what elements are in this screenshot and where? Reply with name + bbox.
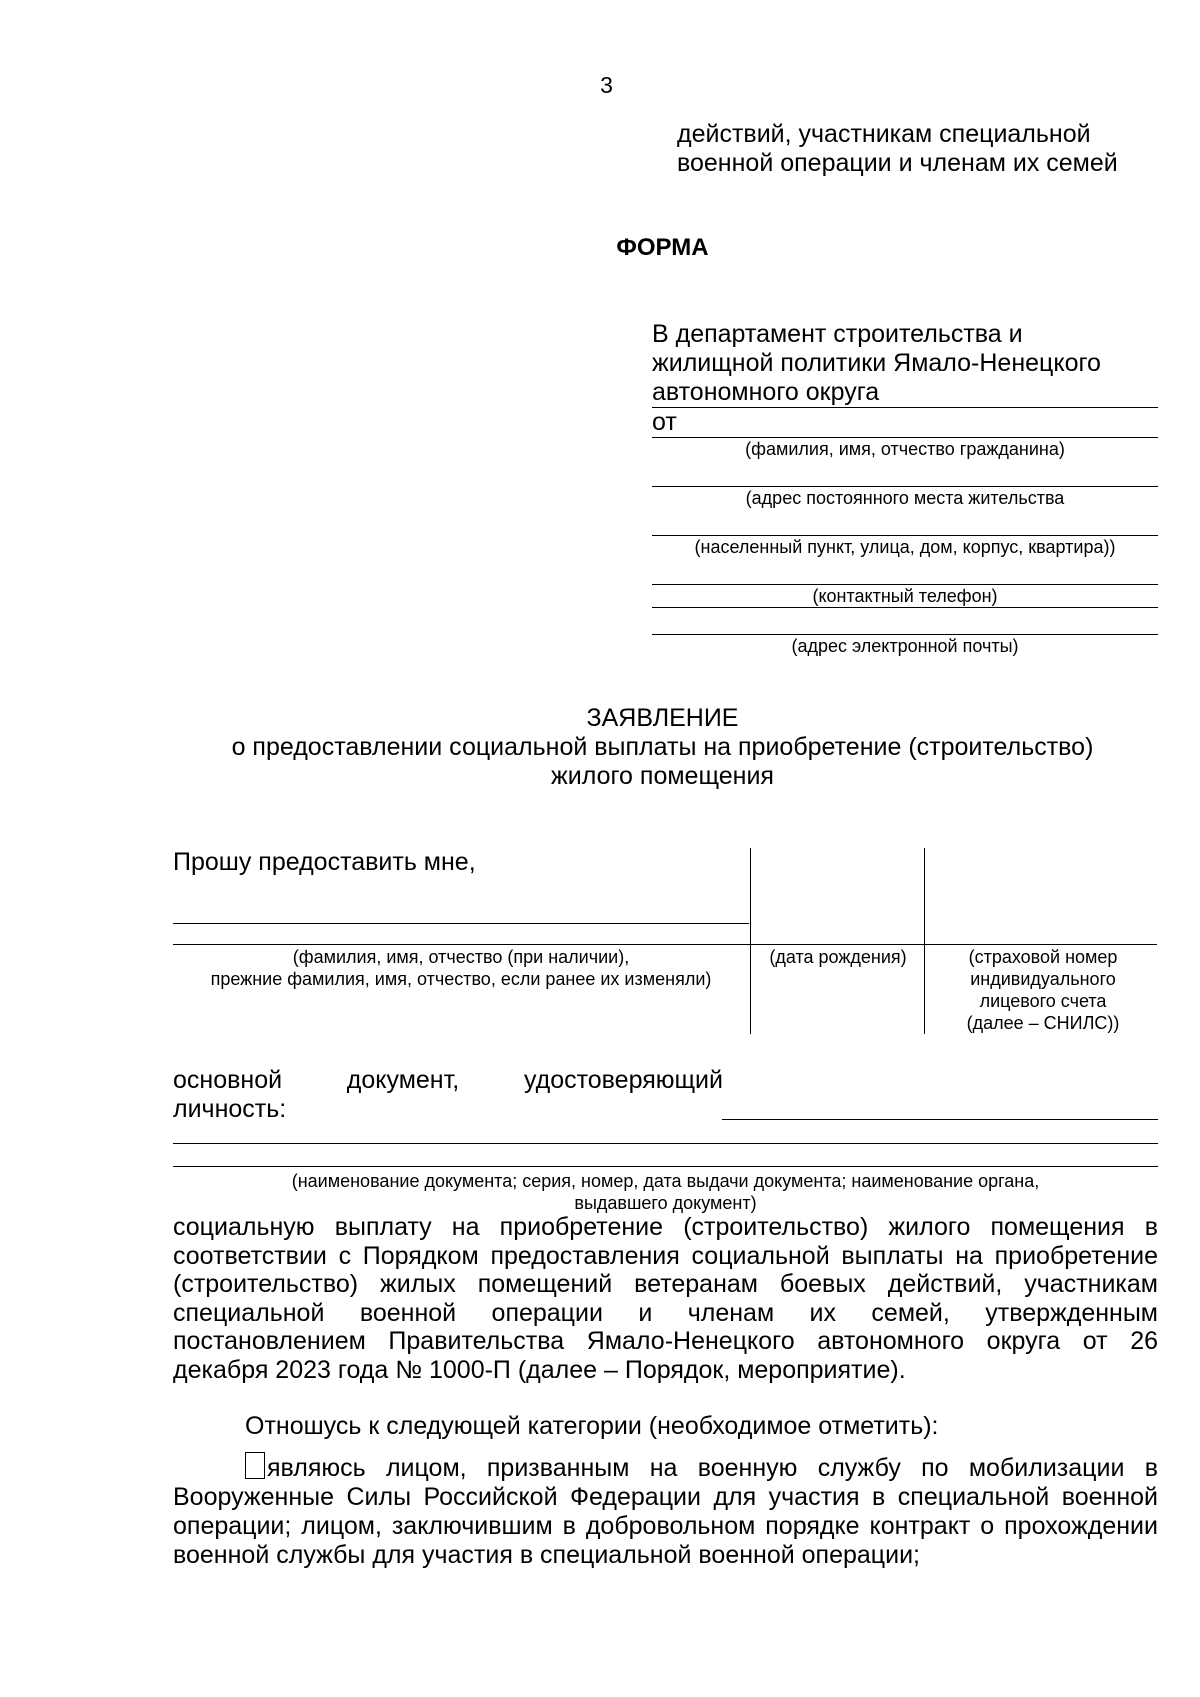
identity-doc-word-3: удостоверяющий [523,1066,723,1094]
email-field[interactable] [652,608,1158,635]
identity-doc-field-3[interactable] [173,1166,1158,1167]
snils-caption-line-1: (страховой номер [968,947,1118,967]
header-line-2: военной операции и членам их семей [677,149,1118,177]
address-detail-caption: (населенный пункт, улица, дом, корпус, квартира)) [694,537,1116,557]
table-divider [924,848,925,1034]
applicant-row-line [173,944,1157,945]
identity-doc-caption-line-1: (наименование документа; серия, номер, дата выдачи документа; наименование органа, [291,1171,1040,1191]
email-caption: (адрес электронной почты) [791,636,1019,656]
header-continuation [677,120,1118,178]
addressee-title [652,320,1158,408]
application-subtitle-line-1: о предоставлении социальной выплаты на приобретение (строительство) [231,733,1094,761]
fio-caption-line-1: (фамилия, имя, отчество (при наличии), [292,947,630,967]
page-number: 3 [600,72,613,98]
identity-doc-field[interactable] [722,1119,1158,1120]
fio-caption: (фамилия, имя, отчество гражданина) [745,439,1065,459]
addressee-block [652,320,1158,657]
addressee-line-1: В департамент строительства и [652,320,1023,348]
identity-doc-word-1: основной [173,1066,283,1094]
address-detail-field[interactable] [652,509,1158,536]
category-item-1 [173,1452,1158,1570]
identity-doc-word-2: документ, [346,1066,460,1094]
fio-name-caption [173,946,749,990]
category-checkbox[interactable] [245,1452,265,1479]
phone-caption: (контактный телефон) [652,585,1158,608]
identity-doc-field-2[interactable] [173,1143,1158,1144]
identity-doc-label [173,1066,723,1124]
request-lead: Прошу предоставить мне, [173,848,476,876]
table-divider [750,848,751,1034]
phone-field[interactable] [652,558,1158,585]
snils-caption-line-4: (далее – СНИЛС)) [966,1013,1120,1033]
identity-doc-caption [173,1170,1158,1214]
category-item-1-text: являюсь лицом, призванным на военную службу по мобилизации в Вооруженные Силы Российской Федерации для участия в специальной военной операции; лицом, заключившим в добровольном порядке контракт о прохождении военной службы для участия в специальной военной операции; [173,1454,1158,1569]
snils-caption-line-3: лицевого счета [979,991,1107,1011]
body-paragraph [173,1213,1158,1384]
dob-caption: (дата рождения) [769,947,907,967]
snils-caption [928,946,1158,1034]
address-caption: (адрес постоянного места жительства [745,488,1065,508]
application-subtitle-line-2: жилого помещения [551,762,774,790]
identity-doc-label-line-2: личность: [173,1095,287,1123]
header-line-1: действий, участникам специальной [677,120,1091,148]
snils-caption-line-2: индивидуального [970,969,1116,989]
identity-doc-caption-line-2: выдавшего документ) [574,1193,757,1213]
application-subtitle [0,733,1200,791]
application-title: ЗАЯВЛЕНИЕ [586,704,739,732]
fio-caption-line-2: прежние фамилия, имя, отчество, если ранее их изменяли) [210,969,712,989]
category-intro: Отношусь к следующей категории (необходимое отметить): [245,1412,939,1440]
addressee-line-3: автономного округа [652,378,1158,408]
addressee-line-2: жилищной политики Ямало-Ненецкого [652,349,1101,377]
fio-field[interactable] [173,923,749,924]
form-title: ФОРМА [616,234,709,261]
body-paragraph-text: социальную выплату на приобретение (строительство) жилого помещения в соответствии с Порядком предоставления социальной выплаты на приобретение (строительство) жилых помещений ветеранам боевых действий, участникам специальной военной операции и членам их семей, утвержденным постановлением Правительства Ямало-Ненецкого автономного округа от 26 декабря 2023 года № 1000-П (далее – Порядок, мероприятие). [173,1213,1158,1384]
address-field[interactable] [652,460,1158,487]
from-label: от [652,408,677,436]
from-field[interactable] [652,408,1158,438]
